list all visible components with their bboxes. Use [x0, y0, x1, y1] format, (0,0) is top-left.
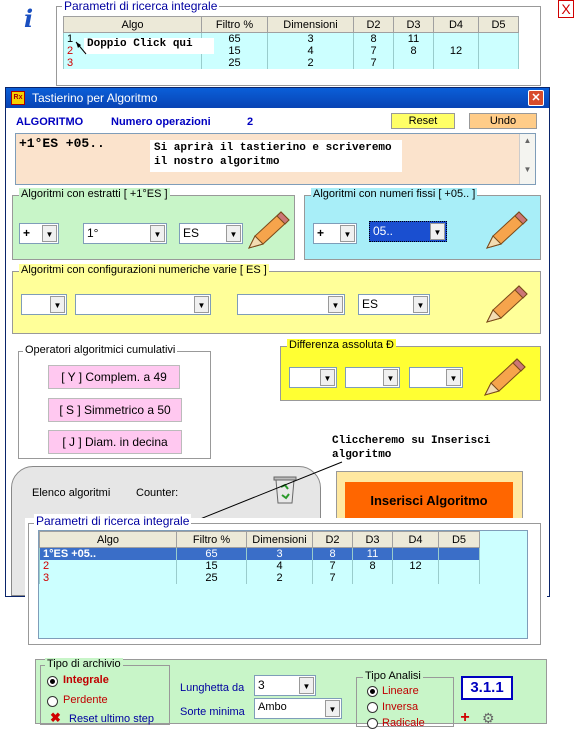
cell: 12 — [393, 560, 439, 572]
col-header[interactable]: D4 — [434, 17, 479, 33]
col-header[interactable]: Algo — [40, 532, 177, 548]
differenza-group — [280, 339, 541, 401]
cell[interactable]: 1°ES +05.. — [40, 548, 177, 561]
algoritmo-label: ALGORITMO — [16, 116, 84, 128]
cell — [353, 572, 393, 584]
cell[interactable]: 2 — [64, 45, 202, 57]
cell: 15 — [177, 560, 247, 572]
diam-decina-button[interactable]: [ J ] Diam. in decina — [48, 430, 182, 454]
table-row[interactable] — [64, 57, 519, 69]
cell: 3 — [268, 33, 354, 46]
fissi-op-select[interactable]: + ▼ — [313, 223, 357, 244]
cell — [393, 548, 439, 561]
cell: 25 — [177, 572, 247, 584]
cell — [439, 548, 480, 561]
col-header[interactable]: D3 — [353, 532, 393, 548]
annotation-arrow — [70, 38, 90, 58]
cell — [479, 57, 519, 69]
info-icon: i — [24, 4, 34, 33]
config-a-select[interactable]: ▼ — [75, 294, 211, 315]
version-badge: 3.1.1 — [461, 676, 513, 700]
config-legend: Algoritmi con configurazioni numeriche varie [ ES ] — [21, 264, 267, 276]
lineare-label: Lineare — [382, 685, 419, 697]
cell: 15 — [202, 45, 268, 57]
inserisci-label: Inserisci Algoritmo — [345, 482, 513, 520]
lineare-radio[interactable] — [367, 686, 378, 697]
bottom-panel — [35, 658, 547, 729]
cell[interactable]: 2 — [40, 560, 177, 572]
integrale-radio[interactable] — [47, 676, 58, 687]
estratti-op-select[interactable]: + ▼ — [19, 223, 59, 244]
cell — [439, 560, 480, 572]
reset-step-label: Reset ultimo step — [69, 713, 154, 725]
cumulativi-legend: Operatori algoritmici cumulativi — [25, 344, 176, 356]
cell: 7 — [354, 57, 394, 69]
fissi-group — [304, 188, 541, 260]
estratti-legend: Algoritmi con estratti [ +1°ES ] — [21, 188, 168, 200]
config-b-select[interactable]: ▼ — [237, 294, 345, 315]
cell: 11 — [394, 33, 434, 46]
cell — [479, 45, 519, 57]
col-header[interactable]: D5 — [479, 17, 519, 33]
config-type-select[interactable]: ES ▼ — [358, 294, 430, 315]
results-window — [25, 514, 547, 650]
close-icon[interactable]: X — [558, 0, 574, 18]
operazioni-count: 2 — [247, 116, 254, 128]
table-row[interactable] — [40, 560, 480, 572]
cell: 2 — [268, 57, 354, 69]
table-row[interactable] — [40, 572, 480, 584]
dialog-title-bar[interactable] — [6, 88, 549, 108]
simmetrico-50-button[interactable]: [ S ] Simmetrico a 50 — [48, 398, 182, 422]
results-header — [40, 532, 480, 548]
counter-label: Counter: — [136, 487, 179, 499]
bg-group-title: Parametri di ricerca integrale — [64, 0, 218, 13]
cell — [434, 57, 479, 69]
table-row-selected[interactable] — [40, 548, 480, 561]
cell: 65 — [202, 33, 268, 46]
operazioni-label: Numero operazioni — [111, 116, 211, 128]
differenza-select-2[interactable]: ▼ — [345, 367, 400, 388]
col-header[interactable]: D4 — [393, 532, 439, 548]
cell: 8 — [394, 45, 434, 57]
col-header[interactable]: D2 — [354, 17, 394, 33]
archivio-legend: Tipo di archivio — [47, 658, 121, 670]
app-icon: Rx — [11, 91, 25, 105]
radicale-label: Radicale — [382, 717, 425, 729]
pencil-icon[interactable] — [245, 208, 293, 252]
analisi-group — [356, 670, 454, 729]
config-op-select[interactable]: ▼ — [21, 294, 67, 315]
col-header[interactable]: Dimensioni — [268, 17, 354, 33]
cell: 7 — [354, 45, 394, 57]
cell — [434, 33, 479, 46]
cell: 4 — [268, 45, 354, 57]
col-header[interactable]: Dimensioni — [247, 532, 313, 548]
pencil-icon[interactable] — [483, 208, 531, 252]
cell: 11 — [353, 548, 393, 561]
cell: 12 — [434, 45, 479, 57]
cell[interactable]: 3 — [40, 572, 177, 584]
complem-49-button[interactable]: [ Y ] Complem. a 49 — [48, 365, 180, 389]
annotation-inserisci: Cliccheremo su Inserisci algoritmo — [332, 435, 491, 461]
reset-button[interactable]: Reset — [391, 113, 455, 129]
differenza-select-1[interactable]: ▼ — [289, 367, 337, 388]
fissi-legend: Algoritmi con numeri fissi [ +05.. ] — [313, 188, 476, 200]
estratti-group — [12, 188, 295, 260]
inversa-radio[interactable] — [367, 702, 378, 713]
bg-window — [0, 0, 577, 90]
cell: 3 — [247, 548, 313, 561]
estratti-type-select[interactable]: ES ▼ — [179, 223, 243, 244]
bg-table-header — [64, 17, 519, 33]
cell: 25 — [202, 57, 268, 69]
lunghetta-select[interactable]: 3 ▼ — [254, 675, 316, 696]
undo-button[interactable]: Undo — [469, 113, 537, 129]
config-group — [12, 264, 541, 334]
cell — [439, 572, 480, 584]
col-header[interactable]: Algo — [64, 17, 202, 33]
differenza-legend: Differenza assoluta Ð — [289, 339, 394, 351]
col-header[interactable]: Filtro % — [177, 532, 247, 548]
differenza-select-3[interactable]: ▼ — [409, 367, 463, 388]
col-header[interactable]: D3 — [394, 17, 434, 33]
perdente-radio[interactable] — [47, 696, 58, 707]
cell[interactable]: 1 — [64, 33, 202, 46]
cell: 7 — [313, 572, 353, 584]
col-header[interactable]: D2 — [313, 532, 353, 548]
pencil-icon[interactable] — [483, 282, 531, 326]
tools-icon[interactable]: ⚙ — [482, 710, 495, 726]
formula-text: +1°ES +05.. — [19, 136, 105, 151]
cell — [393, 572, 439, 584]
cell — [479, 33, 519, 46]
elenco-label: Elenco algoritmi — [32, 487, 111, 499]
cell: 8 — [353, 560, 393, 572]
cell: 8 — [354, 33, 394, 46]
archivio-group — [40, 658, 170, 725]
integrale-label: Integrale — [63, 674, 109, 686]
col-header[interactable]: D5 — [439, 532, 480, 548]
cell[interactable]: 3 — [64, 57, 202, 69]
formula-scrollbar[interactable]: ▲ ▼ — [519, 134, 535, 184]
annotation-doppio-click: Doppio Click qui — [84, 38, 214, 54]
cell: 7 — [313, 560, 353, 572]
results-title: Parametri di ricerca integrale — [36, 514, 190, 528]
col-header[interactable]: Filtro % — [202, 17, 268, 33]
inversa-label: Inversa — [382, 701, 419, 713]
results-grid[interactable] — [38, 530, 528, 639]
sorte-select[interactable]: Ambo ▼ — [254, 698, 342, 719]
analisi-legend: Tipo Analisi — [365, 670, 421, 682]
pencil-icon[interactable] — [481, 355, 529, 399]
cell: 4 — [247, 560, 313, 572]
dialog-title: Tastierino per Algoritmo — [32, 91, 158, 105]
cell — [394, 57, 434, 69]
reset-step-icon[interactable]: ✖ — [50, 710, 61, 725]
lunghetta-label: Lunghetta da — [180, 682, 245, 694]
sorte-label: Sorte minima — [180, 706, 245, 718]
cumulativi-group — [18, 344, 211, 459]
cell: 8 — [313, 548, 353, 561]
annotation-hint: Si aprirà il tastierino e scriveremo il nostro algoritmo — [150, 140, 402, 172]
results-table[interactable] — [39, 531, 480, 584]
perdente-label: Perdente — [63, 694, 108, 706]
add-icon[interactable]: + — [460, 709, 470, 726]
cell: 65 — [177, 548, 247, 561]
cell: 2 — [247, 572, 313, 584]
estratti-pos-select[interactable]: 1° ▼ — [83, 223, 167, 244]
dialog-close-icon[interactable]: ✕ — [528, 90, 544, 106]
fissi-value-select[interactable]: 05.. ▼ — [369, 221, 447, 242]
